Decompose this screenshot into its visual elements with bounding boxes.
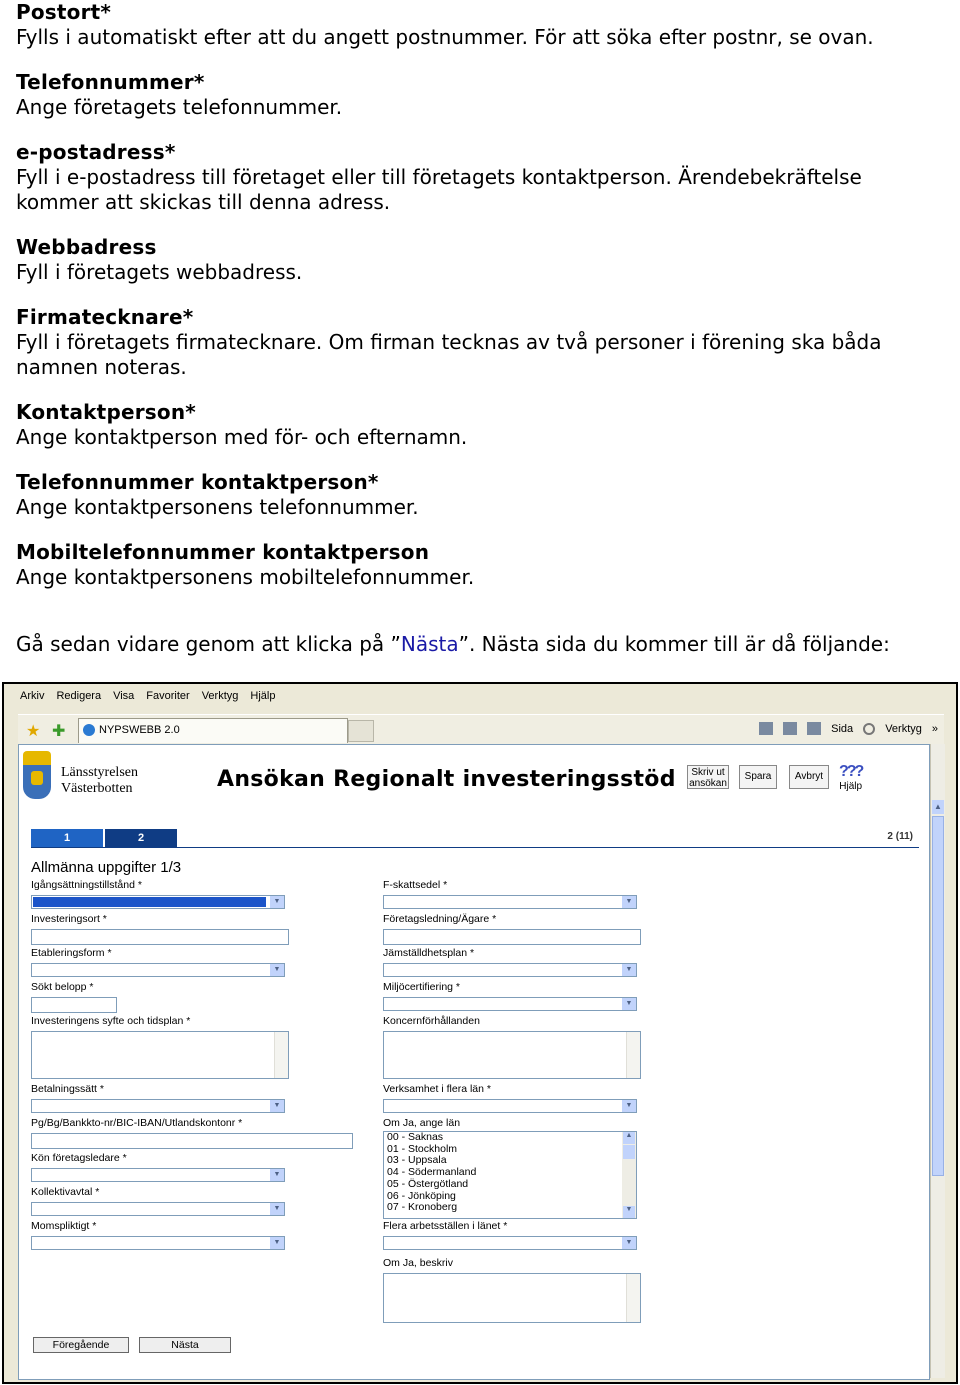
label-sokt-belopp: Sökt belopp *: [31, 981, 94, 993]
label-miljocertifiering: Miljöcertifiering *: [383, 981, 461, 993]
f-skattsedel-select[interactable]: [383, 895, 637, 909]
kontonr-input[interactable]: [31, 1133, 353, 1149]
page-indicator: 2 (11): [887, 831, 913, 842]
print-label-2: ansökan: [689, 778, 727, 789]
section-text: Ange kontaktpersonens telefonnummer.: [16, 495, 419, 519]
momspliktigt-select[interactable]: [31, 1236, 285, 1250]
section-mobiltelefon-kontaktperson: [16, 540, 946, 590]
section-title: Webbadress: [16, 235, 157, 259]
browser-toolbar: [18, 714, 944, 746]
cancel-button[interactable]: Avbryt: [789, 765, 829, 789]
step-bar: [31, 829, 919, 848]
chevron-down-icon: ▼: [270, 1169, 284, 1181]
chevron-up-icon[interactable]: ▲: [623, 1132, 635, 1144]
lan-option[interactable]: 06 - Jönköping: [387, 1189, 456, 1202]
closing-text-after: ”. Nästa sida du kommer till är då följande:: [458, 632, 890, 656]
scrollbar-thumb[interactable]: [932, 816, 944, 1176]
help-icon: ???: [839, 763, 863, 780]
scrollbar-thumb[interactable]: [623, 1145, 635, 1159]
section-webbadress: [16, 235, 946, 285]
label-jamstalldhetsplan: Jämställdhetsplan *: [383, 947, 475, 959]
section-title: Mobiltelefonnummer kontaktperson: [16, 540, 430, 564]
chevron-down-icon: ▼: [622, 1237, 636, 1249]
closing-text-before: Gå sedan vidare genom att klicka på ”: [16, 632, 401, 656]
browser-tools: [759, 722, 938, 735]
page-menu[interactable]: Sida: [831, 722, 854, 735]
jamstalldhetsplan-select[interactable]: [383, 963, 637, 977]
crown-icon: [23, 751, 51, 765]
chevron-up-icon[interactable]: ▲: [932, 800, 944, 814]
chevron-down-icon: ▼: [622, 896, 636, 908]
form-section-heading: Allmänna uppgifter 1/3: [31, 859, 182, 876]
etableringsform-select[interactable]: [31, 963, 285, 977]
label-betalningssatt: Betalningssätt *: [31, 1083, 104, 1095]
logo-line2: Västerbotten: [61, 781, 133, 796]
section-telefon-kontaktperson: [16, 470, 946, 520]
section-text: Ange företagets telefonnummer.: [16, 95, 343, 119]
closing-paragraph: [16, 632, 890, 657]
label-om-ja-ange-lan: Om Ja, ange län: [383, 1117, 461, 1129]
section-text: Fyll i e-postadress till företaget eller till företagets kontaktperson. Ärendebekräftelse kommer att skickas till denna adress.: [16, 165, 862, 214]
investeringsort-input[interactable]: [31, 929, 289, 945]
coat-of-arms-icon: [23, 765, 51, 799]
label-kon-foretagsledare: Kön företagsledare *: [31, 1152, 127, 1164]
section-title: Telefonnummer kontaktperson*: [16, 470, 379, 494]
section-kontaktperson: [16, 400, 946, 450]
menu-redigera[interactable]: Redigera: [56, 690, 102, 702]
gear-icon[interactable]: [863, 723, 875, 735]
lan-option[interactable]: 05 - Östergötland: [387, 1177, 469, 1190]
kollektivavtal-select[interactable]: [31, 1202, 285, 1216]
textarea-scrollbar[interactable]: [626, 1274, 640, 1322]
menu-visa[interactable]: Visa: [113, 690, 135, 702]
section-text: Ange kontaktpersonens mobiltelefonnummer.: [16, 565, 475, 589]
browser-screenshot: [2, 682, 958, 1384]
section-title: Postort*: [16, 0, 112, 24]
section-epostadress: [16, 140, 946, 215]
nasta-reference: Nästa: [400, 632, 459, 656]
menu-verktyg[interactable]: Verktyg: [201, 690, 239, 702]
help-label: Hjälp: [839, 781, 863, 792]
investeringens-syfte-textarea[interactable]: [31, 1031, 289, 1079]
section-firmatecknare: [16, 305, 946, 380]
label-kollektivavtal: Kollektivavtal *: [31, 1186, 100, 1198]
section-postort: [16, 0, 946, 50]
print-label-1: Skriv ut: [691, 767, 725, 778]
miljocertifiering-select[interactable]: [383, 997, 637, 1011]
chevron-down-icon: ▼: [270, 964, 284, 976]
home-icon[interactable]: [759, 722, 773, 735]
browser-tab[interactable]: [78, 718, 348, 743]
label-investeringsort: Investeringsort *: [31, 913, 107, 925]
label-flera-arbetsstallen: Flera arbetsställen i länet *: [383, 1220, 508, 1232]
label-om-ja-beskriv: Om Ja, beskriv: [383, 1257, 454, 1269]
om-ja-beskriv-textarea[interactable]: [383, 1273, 641, 1323]
logo-line1: Länsstyrelsen: [61, 765, 138, 780]
label-etableringsform: Etableringsform *: [31, 947, 112, 959]
label-kontonr: Pg/Bg/Bankkto-nr/BIC-IBAN/Utlandskontonr *: [31, 1117, 243, 1129]
feeds-icon[interactable]: [783, 722, 797, 735]
print-icon[interactable]: [807, 722, 821, 735]
chevron-down-icon: ▼: [622, 998, 636, 1010]
verksamhet-flera-lan-select[interactable]: [383, 1099, 637, 1113]
sokt-belopp-input[interactable]: [31, 997, 117, 1013]
section-title: Firmatecknare*: [16, 305, 194, 329]
textarea-scrollbar[interactable]: [626, 1032, 640, 1078]
tools-menu[interactable]: Verktyg: [885, 722, 922, 735]
section-title: e-postadress*: [16, 140, 176, 164]
add-favorite-icon[interactable]: ✚: [52, 723, 66, 740]
browser-menubar: [4, 690, 956, 710]
section-text: Ange kontaktperson med för- och efternamn.: [16, 425, 468, 449]
section-text: Fyll i företagets firmatecknare. Om firman tecknas av två personer i förening ska båda namnen noteras.: [16, 330, 882, 379]
label-f-skattsedel: F-skattsedel *: [383, 879, 448, 891]
menu-hjalp[interactable]: Hjälp: [250, 690, 276, 702]
label-igangsattningstillstand: Igångsättningstillstånd *: [31, 879, 142, 891]
label-momspliktigt: Momspliktigt *: [31, 1220, 97, 1232]
step-1-tab[interactable]: 1: [31, 829, 103, 847]
chevron-down-icon: ▼: [270, 1237, 284, 1249]
section-text: Fylls i automatiskt efter att du angett postnummer. För att söka efter postnr, se ovan.: [16, 25, 874, 49]
flera-arbetsstallen-select[interactable]: [383, 1236, 637, 1250]
lan-listbox[interactable]: [383, 1131, 637, 1219]
chevron-more-icon[interactable]: »: [931, 722, 938, 735]
instructions: [16, 0, 946, 610]
section-title: Telefonnummer*: [16, 70, 205, 94]
tab-title: NYPSWEBB 2.0: [99, 724, 180, 736]
label-foretagsledning: Företagsledning/Ägare *: [383, 913, 497, 925]
lan-option[interactable]: 04 - Södermanland: [387, 1166, 477, 1179]
lan-option[interactable]: 00 - Saknas: [387, 1131, 444, 1143]
print-application-button[interactable]: [687, 765, 729, 789]
chevron-down-icon: ▼: [270, 1100, 284, 1112]
textarea-scrollbar[interactable]: [274, 1032, 288, 1078]
page-scrollbar[interactable]: [930, 744, 945, 1378]
app-title: Ansökan Regionalt investeringsstöd: [217, 767, 676, 792]
next-button[interactable]: Nästa: [139, 1337, 231, 1353]
label-koncernforhallanden: Koncernförhållanden: [383, 1015, 480, 1027]
chevron-down-icon[interactable]: ▼: [623, 1206, 635, 1218]
chevron-down-icon: ▼: [270, 896, 284, 908]
previous-button[interactable]: Föregående: [33, 1337, 129, 1353]
section-telefonnummer: [16, 70, 946, 120]
kon-foretagsledare-select[interactable]: [31, 1168, 285, 1182]
foretagsledning-input[interactable]: [383, 929, 641, 945]
web-page: [18, 744, 930, 1380]
help-button[interactable]: [839, 763, 862, 792]
lan-option[interactable]: 03 - Uppsala: [387, 1154, 447, 1167]
chevron-down-icon: ▼: [622, 1100, 636, 1112]
section-title: Kontaktperson*: [16, 400, 196, 424]
lan-option[interactable]: 01 - Stockholm: [387, 1142, 458, 1155]
menu-arkiv[interactable]: Arkiv: [20, 690, 45, 702]
chevron-down-icon: ▼: [622, 964, 636, 976]
new-tab-button[interactable]: [348, 720, 374, 742]
step-2-tab[interactable]: 2: [105, 829, 177, 847]
section-text: Fyll i företagets webbadress.: [16, 260, 303, 284]
label-verksamhet-flera-lan: Verksamhet i flera län *: [383, 1083, 491, 1095]
koncernforhallanden-textarea[interactable]: [383, 1031, 641, 1079]
chevron-down-icon: ▼: [270, 1203, 284, 1215]
igangsattningstillstand-select[interactable]: [31, 895, 285, 909]
betalningssatt-select[interactable]: [31, 1099, 285, 1113]
select-highlight: [33, 897, 266, 907]
label-investeringens-syfte: Investeringens syfte och tidsplan *: [31, 1015, 191, 1027]
lan-option[interactable]: 07 - Kronoberg: [387, 1201, 458, 1214]
save-button[interactable]: Spara: [739, 765, 777, 789]
ie-icon: [83, 724, 95, 736]
menu-favoriter[interactable]: Favoriter: [146, 690, 190, 702]
favorites-star-icon[interactable]: ★: [26, 723, 41, 740]
listbox-scrollbar[interactable]: [622, 1132, 636, 1218]
